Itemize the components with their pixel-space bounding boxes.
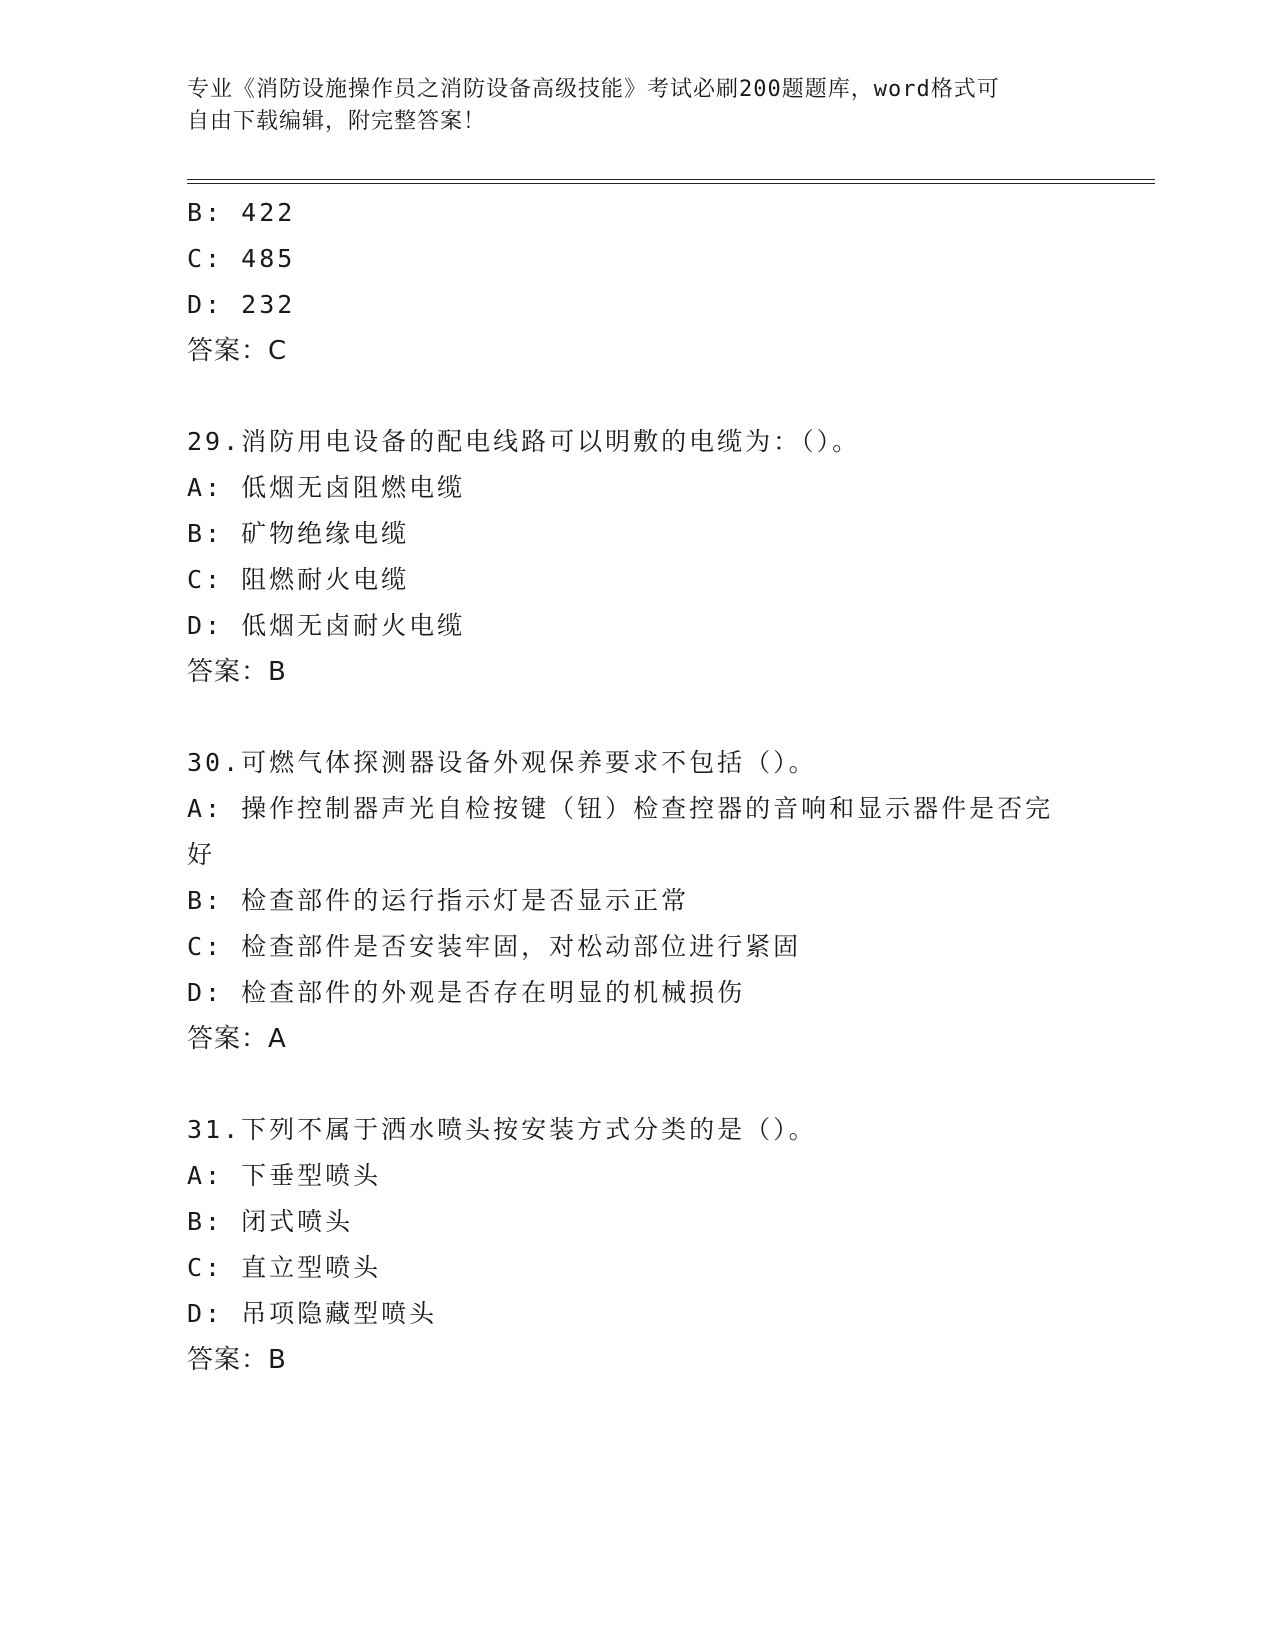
option-d: D: 低烟无卤耐火电缆	[187, 611, 466, 640]
option-d: D: 232	[187, 290, 296, 319]
option-a: A: 低烟无卤阻燃电缆	[187, 473, 466, 502]
option-c: C: 485	[187, 244, 296, 273]
answer-line: 答案：B	[187, 1345, 287, 1375]
header-line-2: 自由下载编辑，附完整答案！	[187, 109, 487, 134]
answer-line: 答案：C	[187, 336, 288, 366]
header-line-1: 专业《消防设施操作员之消防设备高级技能》考试必刷200题题库，word格式可	[187, 77, 1000, 102]
option-d: D: 检查部件的外观是否存在明显的机械损伤	[187, 978, 746, 1007]
option-a-line-1: A: 操作控制器声光自检按键（钮）检查控器的音响和显示器件是否完	[187, 794, 1054, 823]
option-a: A: 下垂型喷头	[187, 1161, 382, 1190]
option-b: B: 检查部件的运行指示灯是否显示正常	[187, 886, 690, 915]
question-list	[187, 190, 1087, 1428]
answer-line: 答案：B	[187, 657, 287, 687]
question-28-continued	[187, 190, 1087, 374]
header-rule-bottom	[187, 183, 1155, 184]
option-a-line-2: 好	[187, 840, 216, 869]
option-c: C: 阻燃耐火电缆	[187, 565, 410, 594]
question-text: 29.消防用电设备的配电线路可以明敷的电缆为：（）。	[187, 427, 861, 456]
answer-line: 答案：A	[187, 1024, 287, 1054]
question-text: 30.可燃气体探测器设备外观保养要求不包括（）。	[187, 748, 817, 777]
question-31	[187, 1107, 1087, 1383]
option-c: C: 检查部件是否安装牢固，对松动部位进行紧固	[187, 932, 802, 961]
option-b: B: 闭式喷头	[187, 1207, 354, 1236]
option-d: D: 吊项隐藏型喷头	[187, 1299, 438, 1328]
option-b: B: 矿物绝缘电缆	[187, 519, 410, 548]
question-text: 31.下列不属于洒水喷头按安装方式分类的是（）。	[187, 1115, 817, 1144]
document-header	[187, 74, 1067, 138]
option-c: C: 直立型喷头	[187, 1253, 382, 1282]
header-rule-top	[187, 179, 1155, 180]
question-29	[187, 419, 1087, 695]
option-b: B: 422	[187, 198, 296, 227]
question-30	[187, 740, 1087, 1062]
